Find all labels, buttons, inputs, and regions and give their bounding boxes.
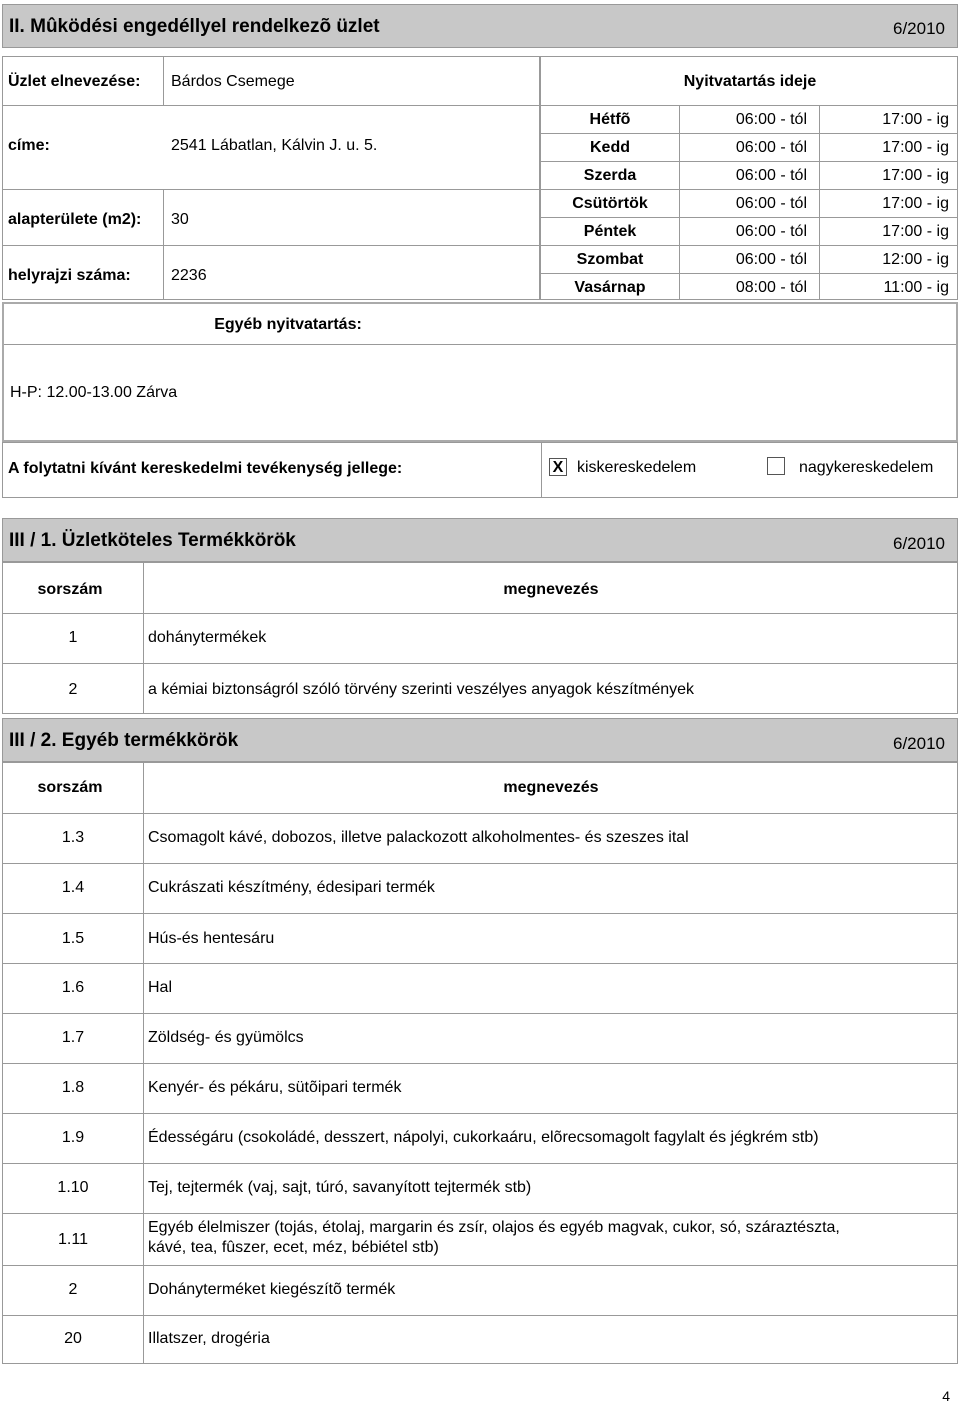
section-32-table bbox=[2, 762, 958, 1364]
shop-info-table bbox=[2, 56, 540, 300]
section-32-year: 6/2010 bbox=[893, 734, 945, 753]
opening-hours-table bbox=[540, 56, 958, 300]
row-name: Illatszer, drogéria bbox=[148, 1330, 270, 1347]
hours-day: Vasárnap bbox=[574, 279, 646, 296]
row-no: 1 bbox=[68, 629, 78, 646]
row-name: Hal bbox=[148, 979, 173, 996]
hours-to: 17:00 - ig bbox=[882, 167, 949, 184]
row-no: 2 bbox=[68, 681, 78, 698]
row-name-continued: kávé, tea, fûszer, ecet, méz, bébiétel stb) bbox=[148, 1239, 439, 1256]
section-32-col-name: megnevezés bbox=[503, 779, 599, 796]
row-no: 1.6 bbox=[61, 979, 85, 996]
shop-name-label: Üzlet elnevezése: bbox=[8, 73, 141, 90]
row-name: Cukrászati készítmény, édesipari termék bbox=[148, 879, 435, 896]
hours-day: Péntek bbox=[583, 223, 637, 240]
hours-from: 08:00 - tól bbox=[735, 279, 807, 296]
row-name: a kémiai biztonságról szóló törvény szerinti veszélyes anyagok készítmények bbox=[148, 681, 695, 698]
row-name: Egyéb élelmiszer (tojás, étolaj, margarin és zsír, olajos és egyéb magvak, cukor, só, száraztészta, bbox=[148, 1219, 840, 1236]
shop-address-label: címe: bbox=[8, 137, 50, 154]
activity-label: A folytatni kívánt kereskedelmi tevékenység jellege: bbox=[8, 460, 403, 477]
hours-to: 17:00 - ig bbox=[882, 195, 949, 212]
row-name: Hús-és hentesáru bbox=[148, 930, 275, 947]
section-2-title: II. Mûködési engedéllyel rendelkezõ üzlet bbox=[9, 16, 380, 37]
row-no: 1.4 bbox=[61, 879, 85, 896]
section-31-col-no: sorszám bbox=[37, 581, 103, 598]
other-hours-value: H-P: 12.00-13.00 Zárva bbox=[10, 384, 178, 401]
row-no: 1.10 bbox=[57, 1179, 89, 1196]
hours-to: 17:00 - ig bbox=[882, 223, 949, 240]
page-number: 4 bbox=[942, 1388, 950, 1404]
wholesale-label: nagykereskedelem bbox=[799, 459, 934, 476]
row-no: 1.11 bbox=[58, 1231, 88, 1248]
shop-area-label: alapterülete (m2): bbox=[8, 211, 142, 228]
hours-day: Hétfõ bbox=[589, 111, 631, 128]
row-no: 1.9 bbox=[61, 1129, 85, 1146]
retail-checkbox[interactable]: X bbox=[549, 458, 567, 476]
shop-address-value: 2541 Lábatlan, Kálvin J. u. 5. bbox=[171, 137, 378, 154]
opening-hours-title: Nyitvatartás ideje bbox=[683, 73, 817, 90]
section-31-title: III / 1. Üzletköteles Termékkörök bbox=[9, 530, 296, 551]
section-32-header bbox=[2, 718, 958, 762]
section-31-table bbox=[2, 562, 958, 714]
hours-day: Szombat bbox=[576, 251, 644, 268]
row-name: Édességáru (csokoládé, desszert, nápolyi, cukorkaáru, elõrecsomagolt fagylalt és jégkrém stb) bbox=[148, 1129, 819, 1146]
retail-label: kiskereskedelem bbox=[577, 459, 697, 476]
shop-area-value: 30 bbox=[171, 211, 189, 228]
row-no: 2 bbox=[68, 1281, 78, 1298]
wholesale-checkbox[interactable] bbox=[767, 457, 785, 475]
hours-from: 06:00 - tól bbox=[735, 223, 807, 240]
hours-day: Kedd bbox=[590, 139, 630, 156]
shop-lot-value: 2236 bbox=[171, 267, 207, 284]
row-name: Dohányterméket kiegészítõ termék bbox=[148, 1281, 396, 1298]
hours-to: 12:00 - ig bbox=[882, 251, 949, 268]
hours-day: Szerda bbox=[583, 167, 637, 184]
other-hours-box bbox=[2, 302, 958, 442]
hours-from: 06:00 - tól bbox=[735, 167, 807, 184]
row-name: Csomagolt kávé, dobozos, illetve palackozott alkoholmentes- és szeszes ital bbox=[148, 829, 689, 846]
row-no: 20 bbox=[64, 1330, 82, 1347]
hours-from: 06:00 - tól bbox=[735, 251, 807, 268]
section-2-header bbox=[2, 4, 958, 48]
hours-to: 11:00 - ig bbox=[883, 279, 949, 296]
row-no: 1.3 bbox=[61, 829, 85, 846]
row-name: Kenyér- és pékáru, sütõipari termék bbox=[148, 1079, 402, 1096]
section-2-year: 6/2010 bbox=[893, 19, 945, 38]
row-no: 1.5 bbox=[61, 930, 85, 947]
row-no: 1.8 bbox=[61, 1079, 85, 1096]
section-31-header bbox=[2, 518, 958, 562]
row-name: dohánytermékek bbox=[148, 629, 267, 646]
row-no: 1.7 bbox=[61, 1029, 85, 1046]
row-name: Zöldség- és gyümölcs bbox=[148, 1029, 304, 1046]
section-31-year: 6/2010 bbox=[893, 534, 945, 553]
hours-to: 17:00 - ig bbox=[882, 111, 949, 128]
hours-from: 06:00 - tól bbox=[735, 111, 807, 128]
section-31-col-name: megnevezés bbox=[503, 581, 599, 598]
section-32-title: III / 2. Egyéb termékkörök bbox=[9, 730, 239, 751]
hours-from: 06:00 - tól bbox=[735, 195, 807, 212]
hours-day: Csütörtök bbox=[572, 195, 648, 212]
activity-box bbox=[2, 442, 958, 498]
hours-from: 06:00 - tól bbox=[735, 139, 807, 156]
shop-lot-label: helyrajzi száma: bbox=[8, 267, 131, 284]
other-hours-label: Egyéb nyitvatartás: bbox=[214, 316, 362, 333]
hours-to: 17:00 - ig bbox=[882, 139, 949, 156]
row-name: Tej, tejtermék (vaj, sajt, túró, savanyított tejtermék stb) bbox=[148, 1179, 532, 1196]
shop-name-value: Bárdos Csemege bbox=[171, 73, 295, 90]
section-32-col-no: sorszám bbox=[37, 779, 103, 796]
